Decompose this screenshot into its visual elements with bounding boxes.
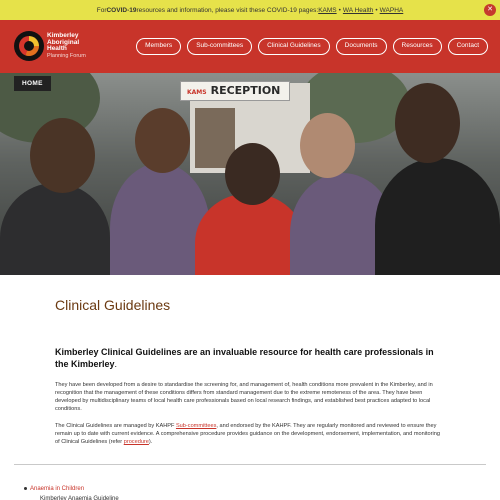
banner-link-kams[interactable]: KAMS bbox=[318, 6, 337, 14]
reception-sign bbox=[180, 81, 290, 101]
site-header bbox=[0, 20, 500, 73]
banner-link-wapha[interactable]: WAPHA bbox=[379, 6, 404, 14]
nav-documents[interactable]: Documents bbox=[336, 38, 387, 55]
lead-body: Kimberley Clinical Guidelines are an invaluable resource for health care professionals in the Kimberley bbox=[55, 347, 434, 369]
hero-photo bbox=[0, 73, 500, 275]
accordion-label: Anaemia in Children bbox=[30, 486, 85, 492]
banner-separator: • bbox=[338, 6, 341, 14]
para2-text-a: The Clinical Guidelines are managed by KAHPF bbox=[55, 423, 176, 429]
logo-line-3: Health bbox=[47, 45, 67, 52]
banner-link-wa-health[interactable]: WA Health bbox=[342, 6, 374, 14]
logo-line-4: Planning Forum bbox=[47, 52, 86, 59]
logo-line-1: Kimberley bbox=[47, 32, 79, 39]
logo-text[interactable] bbox=[47, 33, 86, 59]
section-divider bbox=[14, 464, 486, 465]
logo-center bbox=[24, 41, 34, 51]
accordion-item-anaemia[interactable] bbox=[24, 486, 84, 492]
main-nav bbox=[136, 38, 488, 55]
face-shape bbox=[135, 108, 190, 173]
intro-paragraph: They have been developed from a desire to standardise the screening for, and management of, health conditions more prevalent in the Kimberley, and in recognition that the management of these conditions differs from standard management due to the extreme remoteness of the area. They have been developed by multidisciplinary teams of local health care professionals based on local research findings, and established best practices adapted to local conditions. bbox=[55, 382, 433, 412]
face-shape bbox=[395, 83, 460, 163]
nav-members[interactable]: Members bbox=[136, 38, 181, 55]
nav-resources[interactable]: Resources bbox=[393, 38, 442, 55]
person-shape bbox=[195, 193, 305, 275]
person-shape bbox=[375, 158, 500, 275]
face-shape bbox=[300, 113, 355, 178]
lead-period: . bbox=[114, 359, 118, 369]
sign-small-text: KAMS bbox=[187, 89, 207, 96]
face-shape bbox=[30, 118, 95, 193]
banner-bold: COVID-19 bbox=[106, 6, 137, 14]
page-title: Clinical Guidelines bbox=[55, 297, 171, 313]
logo-line-2: Aboriginal bbox=[47, 38, 80, 46]
nav-sub-committees[interactable]: Sub-committees bbox=[187, 38, 252, 55]
management-paragraph bbox=[55, 422, 445, 446]
close-icon[interactable]: ✕ bbox=[484, 4, 496, 16]
bullet-icon bbox=[24, 487, 27, 490]
nav-contact[interactable]: Contact bbox=[448, 38, 488, 55]
para2-text-b: , and endorsed by the KAHPF. They are regularly monitored and reviewed to ensure they remain up to date with current evidence. A comprehensive procedure provides guidance on the development, endorsement, implementation, and monitoring of Clinical Guidelines (refer bbox=[55, 423, 440, 445]
lead-text bbox=[55, 346, 445, 370]
covid-banner bbox=[0, 0, 500, 20]
person-shape bbox=[0, 183, 110, 275]
face-shape bbox=[225, 143, 280, 205]
sign-text: RECEPTION bbox=[210, 84, 281, 97]
para2-text-c: ). bbox=[148, 439, 153, 445]
sub-committees-link[interactable]: Sub-committees bbox=[175, 423, 217, 429]
banner-prefix: For bbox=[96, 6, 107, 14]
banner-text: resources and information, please visit these COVID-19 pages: bbox=[136, 6, 319, 14]
procedure-link[interactable]: procedure bbox=[123, 439, 149, 445]
home-breadcrumb[interactable]: HOME bbox=[14, 76, 51, 91]
accordion-subitem[interactable]: Kimberley Anaemia Guideline bbox=[40, 496, 119, 500]
logo-icon[interactable] bbox=[14, 31, 44, 61]
nav-clinical-guidelines[interactable]: Clinical Guidelines bbox=[258, 38, 329, 55]
banner-separator: • bbox=[375, 6, 378, 14]
